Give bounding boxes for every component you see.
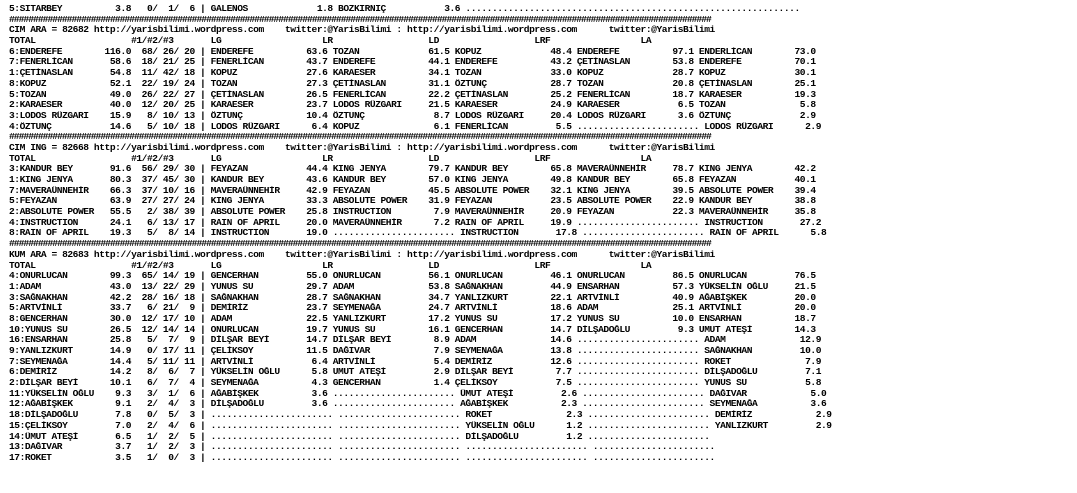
separator-rule: ################################################################################################################################################## [9, 14, 711, 25]
text-line: TOTAL #1/#2/#3 LG LR LD LRF LA [9, 153, 652, 164]
text-line: TOTAL #1/#2/#3 LG LR LD LRF LA [9, 36, 652, 47]
text-line: 1:KING JENYA 80.3 37/ 45/ 30 | KANDUR BEY 43.6 KANDUR BEY 57.0 KING JENYA 49.8 KANDUR BEY 65.8 FEYAZAN 40.1 [9, 175, 816, 185]
text-line: 4:ÖZTUNÇ 14.6 5/ 10/ 18 | LODOS RÜZGARI 6.4 KOPUZ 6.1 FENERLİCAN 5.5 ....................... LODOS RÜZGARI 2.9 [9, 121, 822, 132]
text-line: 5:TOZAN 49.0 26/ 22/ 27 | ÇETİNASLAN 26.5 FENERLİCAN 22.2 ÇETİNASLAN 25.2 FENERLİCAN 18.7 KARAESER 19.3 [9, 89, 816, 100]
race-stats-sheet [9, 4, 1075, 464]
text-line: 5:FEYAZAN 63.9 27/ 27/ 24 | KING JENYA 33.3 ABSOLUTE POWER 31.9 FEYAZAN 23.5 ABSOLUTE POWER 22.9 KANDUR BEY 38.8 [9, 196, 816, 207]
text-line: 1:ÇETİNASLAN 54.8 11/ 42/ 18 | KOPUZ 27.6 KARAESER 34.1 TOZAN 33.0 KOPUZ 28.7 KOPUZ 30.1 [9, 68, 816, 79]
text-line: 13:DAĞIVAR 3.7 1/ 2/ 3 | ....................... ....................... ....................... ....................... [9, 442, 715, 453]
text-line: TOTAL #1/#2/#3 LG LR LD LRF LA [9, 260, 652, 271]
text-line: 3:LODOS RÜZGARI 15.9 8/ 10/ 13 | ÖZTUNÇ 10.4 ÖZTUNÇ 8.7 LODOS RÜZGARI 20.4 LODOS RÜZGARI 3.6 ÖZTUNÇ 2.9 [9, 110, 816, 121]
text-line: 2:ABSOLUTE POWER 55.5 2/ 38/ 39 | ABSOLUTE POWER 25.8 INSTRUCTION 7.9 MAVERAÜNNEHİR 20.9 FEYAZAN 22.3 MAVERAÜNNEHİR 35.8 [9, 207, 816, 218]
separator-rule: ################################################################################################################################################## [9, 132, 711, 143]
text-line: 9:YANLIZKURT 14.9 0/ 17/ 11 | ÇELİKSOY 11.5 DAĞIVAR 7.9 SEYMENAĞA 13.8 ....................... SAĞNAKHAN 10.0 [9, 346, 822, 356]
text-line: 3:SAĞNAKHAN 42.2 28/ 16/ 18 | SAĞNAKHAN 28.7 SAĞNAKHAN 34.7 YANLIZKURT 22.1 ARTVİNLİ 40.9 AĞABİŞKEK 20.0 [9, 292, 816, 303]
text-line: 11:YÜKSELİN OĞLU 9.3 3/ 1/ 6 | AĞABİŞKEK 3.6 ....................... ÜMUT ATEŞİ 2.6 ....................... DAĞIVAR 5.0 [9, 388, 827, 399]
text-line: 2:DİLŞAR BEYİ 10.1 6/ 7/ 4 | SEYMENAĞA 4.3 GENCERHAN 1.4 ÇELİKSOY 7.5 ....................... YUNUS SU 5.8 [9, 378, 822, 389]
text-line: 8:RAIN OF APRIL 19.3 5/ 8/ 14 | INSTRUCTION 19.0 ....................... INSTRUCTION 17.8 ....................... RAIN OF APRIL 5.8 [9, 228, 827, 239]
text-line: 6:ENDEREFE 116.0 68/ 26/ 20 | ENDEREFE 63.6 TOZAN 61.5 KOPUZ 48.4 ENDEREFE 97.1 ENDERLİCAN 73.0 [9, 46, 816, 57]
text-line: 18:DİLŞADOĞLU 7.8 0/ 5/ 3 | ....................... ....................... ROKET 2.3 ....................... DEMİRİZ 2.9 [9, 410, 832, 421]
text-line: 6:DEMİRİZ 14.2 8/ 6/ 7 | YÜKSELİN OĞLU 5.8 UMUT ATEŞİ 2.9 DİLŞAR BEYİ 7.7 ....................... DİLŞADOĞLU 7.1 [9, 367, 822, 378]
text-line: 7:FENERLİCAN 58.6 18/ 21/ 25 | FENERLİCAN 43.7 ENDEREFE 44.1 ENDEREFE 43.2 ÇETİNASLAN 53.8 ENDEREFE 70.1 [9, 57, 816, 68]
text-line: 2:KARAESER 40.0 12/ 20/ 25 | KARAESER 23.7 LODOS RÜZGARI 21.5 KARAESER 24.9 KARAESER 6.5 TOZAN 5.8 [9, 100, 816, 111]
text-line: 5:SITARBEY 3.8 0/ 1/ 6 | GALENOS 1.8 BOZKIRNIÇ 3.6 ............................................................... [9, 4, 800, 14]
text-line: KUM ARA = 82683 http://yarisbilimi.wordpress.com twitter:@YarisBilimi : http://yarisbilimi.wordpress.com twitter:@YarisBilimi [9, 249, 715, 260]
text-line: 10:YUNUS SU 26.5 12/ 14/ 14 | ONURLUCAN 19.7 YUNUS SU 16.1 GENCERHAN 14.7 DİLŞADOĞLU 9.3 UMUT ATEŞİ 14.3 [9, 324, 816, 335]
text-line: 7:SEYMENAĞA 14.4 5/ 11/ 11 | ARTVİNLİ 6.4 ARTVİNLİ 5.4 DEMİRİZ 12.6 ....................... ROKET 7.9 [9, 356, 822, 367]
text-line: 14:ÜMUT ATEŞİ 6.5 1/ 2/ 5 | ....................... ....................... DİLŞADOĞLU 1.2 ....................... [9, 431, 710, 442]
text-line: CIM ING = 82668 http://yarisbilimi.wordpress.com twitter:@YarisBilimi : http://yarisbilimi.wordpress.com twitter:@YarisBilimi [9, 142, 715, 153]
text-line: 17:ROKET 3.5 1/ 0/ 3 | ....................... ....................... ....................... ....................... [9, 452, 715, 463]
text-line: 8:GENCERHAN 30.0 12/ 17/ 10 | ADAM 22.5 YANLIZKURT 17.2 YUNUS SU 17.2 YUNUS SU 10.0 ENSARHAN 18.7 [9, 313, 816, 324]
text-line: 3:KANDUR BEY 91.6 56/ 29/ 30 | FEYAZAN 44.4 KING JENYA 79.7 KANDUR BEY 65.8 MAVERAÜNNEHİR 78.7 KING JENYA 42.2 [9, 164, 816, 175]
text-line: 1:ADAM 43.0 13/ 22/ 29 | YUNUS SU 29.7 ADAM 53.8 SAĞNAKHAN 44.9 ENSARHAN 57.3 YÜKSELİN OĞLU 21.5 [9, 281, 816, 292]
text-line: 5:ARTVİNLİ 33.7 6/ 21/ 9 | DEMİRİZ 23.7 SEYMENAĞA 24.7 ARTVİNLİ 18.6 ADAM 25.1 ARTVİNLİ 20.0 [9, 303, 816, 314]
text-line: 12:AĞABİŞKEK 9.1 2/ 4/ 3 | DİLŞADOĞLU 3.6 ....................... AĞABİŞKEK 2.3 ....................... SEYMENAĞA 3.6 [9, 399, 827, 410]
separator-rule: ################################################################################################################################################## [9, 239, 711, 250]
text-line: CIM ARA = 82682 http://yarisbilimi.wordpress.com twitter:@YarisBilimi : http://yarisbilimi.wordpress.com twitter:@YarisBilimi [9, 25, 715, 36]
text-line: 7:MAVERAÜNNEHİR 66.3 37/ 10/ 16 | MAVERAÜNNEHİR 42.9 FEYAZAN 45.5 ABSOLUTE POWER 32.1 KING JENYA 39.5 ABSOLUTE POWER 39.4 [9, 185, 816, 196]
text-line: 15:ÇELİKSOY 7.0 2/ 4/ 6 | ....................... ....................... YÜKSELİN OĞLU 1.2 ....................... YANLIZKURT 2.9 [9, 420, 832, 431]
text-line: 4:INSTRUCTION 24.1 6/ 13/ 17 | RAIN OF APRIL 20.0 MAVERAÜNNEHİR 7.2 RAIN OF APRIL 19.9 ....................... INSTRUCTION 27.2 [9, 217, 822, 228]
text-line: 4:ONURLUCAN 99.3 65/ 14/ 19 | GENCERHAN 55.0 ONURLUCAN 56.1 ONURLUCAN 46.1 ONURLUCAN 86.5 ONURLUCAN 76.5 [9, 271, 816, 282]
text-line: 16:ENSARHAN 25.8 5/ 7/ 9 | DİLŞAR BEYİ 14.7 DİLŞAR BEYİ 8.9 ADAM 14.6 ....................... ADAM 12.9 [9, 335, 822, 346]
text-line: 8:KOPUZ 52.1 22/ 19/ 24 | TOZAN 27.3 ÇETİNASLAN 31.1 ÖZTUNÇ 28.7 TOZAN 20.8 ÇETİNASLAN 25.1 [9, 78, 816, 89]
